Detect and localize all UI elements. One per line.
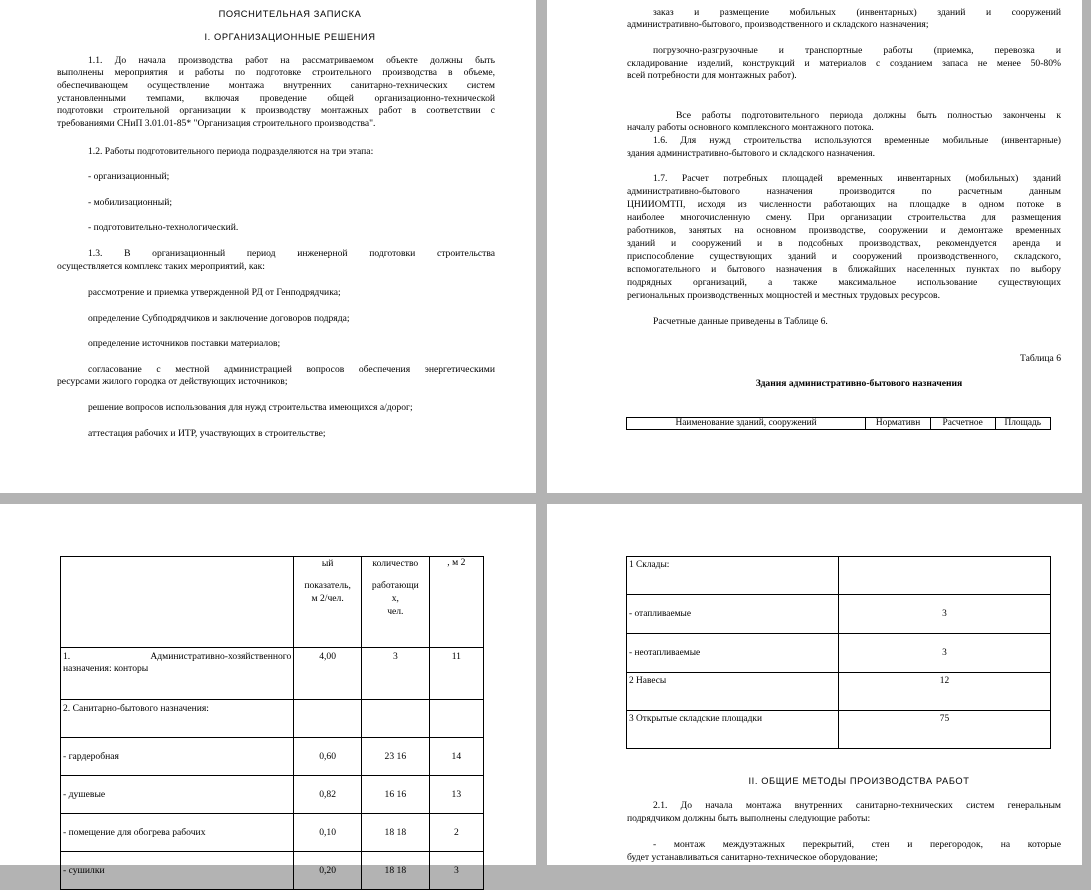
- paragraph-completion-line: началу работы основного комплексного монтажного потока.: [627, 122, 874, 133]
- paragraph-1-7-line: вспомогательного и бытового назначения в ближайших населенных пунктах по выбору: [627, 264, 1061, 275]
- measure-item: решение вопросов использования для нужд строительства имеющихся а/дорог;: [88, 402, 413, 413]
- document-page-4: [547, 504, 1082, 865]
- table-row: 3 Открытые складские площадки 75: [627, 711, 1051, 749]
- header-norm: ый показатель, м 2/чел.: [294, 557, 362, 648]
- paragraph-1-1-line: 1.1. До начала производства работ на рассматриваемом объекте должны быть: [88, 55, 495, 66]
- paragraph-1-1-line: выполнены мероприятия и работы по подготовке строительного производства в объеме,: [57, 67, 495, 78]
- measure-item: определение источников поставки материалов;: [88, 338, 281, 349]
- table-header: [626, 417, 1051, 430]
- table-title: Здания административно-бытового назначения: [755, 378, 963, 389]
- measure-item: аттестация рабочих и ИТР, участвующих в строительстве;: [88, 428, 326, 439]
- header-area: , м 2: [429, 557, 483, 648]
- calc-note: Расчетные данные приведены в Таблице 6.: [653, 316, 828, 327]
- table-row: 1. Административно-хозяйственного назначения: конторы 4,00 3 11: [61, 648, 484, 700]
- header-norm: Нормативн: [866, 418, 931, 430]
- measure-item: согласование с местной администрацией вопросов обеспечения энергетическими: [88, 364, 495, 375]
- task-item-line: складирование изделий, конструкций и материалов с созданием запаса не менее 50-80%: [627, 58, 1061, 69]
- stage-item: - мобилизационный;: [88, 197, 173, 208]
- paragraph-1-7-line: административно-бытового назначения производится по расчетным данным: [627, 186, 1061, 197]
- paragraph-completion-line: Все работы подготовительного периода должны быть полностью закончены к: [676, 110, 1061, 121]
- stage-item: - организационный;: [88, 171, 170, 182]
- work-item-line: будет устанавливаться санитарно-техническое оборудование;: [627, 852, 878, 863]
- paragraph-1-1-line: обеспечивающем осуществление монтажа внутренних санитарно-технических систем: [57, 80, 495, 91]
- header-area: Площадь: [995, 418, 1050, 430]
- paragraph-1-1-line: подготовки строительной организации к производству монтажных работ в соответствии с: [57, 105, 495, 116]
- paragraph-1-7-line: наиболее многочисленную смену. При организации строительства для размещения: [627, 212, 1061, 223]
- table-row: - сушилки 0,20 18 18 3: [61, 852, 484, 890]
- table-row: 2. Санитарно-бытового назначения:: [61, 700, 484, 738]
- stage-item: - подготовительно-технологический.: [88, 222, 239, 233]
- section-2-title: II. ОБЩИЕ МЕТОДЫ ПРОИЗВОДСТВА РАБОТ: [748, 776, 970, 786]
- storage-table: [626, 556, 1051, 749]
- document-page-3: [0, 504, 536, 876]
- document-page-1: [0, 0, 536, 493]
- section-title: I. ОРГАНИЗАЦИОННЫЕ РЕШЕНИЯ: [204, 32, 376, 42]
- table-row: - помещение для обогрева рабочих 0,10 18 18 2: [61, 814, 484, 852]
- paragraph-1-7-line: подрядных организаций, а также максимальное использование существующих: [627, 277, 1061, 288]
- measure-item: ресурсами жилого городка от действующих источников;: [57, 376, 288, 387]
- paragraph-1-7-line: приспособление существующих зданий и сооружений производственного, складского,: [627, 251, 1061, 262]
- paragraph-2-1-line: подрядчиком должны быть выполнены следующие работы:: [627, 813, 871, 824]
- table-continuation: [60, 556, 484, 890]
- paragraph-1-6-line: 1.6. Для нужд строительства используются временные мобильные (инвентарные): [653, 135, 1061, 146]
- header-calc: Расчетное: [930, 418, 995, 430]
- paragraph-1-7-line: 1.7. Расчет потребных площадей временных инвентарных (мобильных) зданий: [653, 173, 1061, 184]
- table-row: 1 Склады:: [627, 557, 1051, 595]
- paragraph-1-7-line: ЦНИИОМТП, исходя из численности работающих на площадке в одном потоке в: [627, 199, 1061, 210]
- header-count: количество работающи х, чел.: [361, 557, 429, 648]
- paragraph-1-2: 1.2. Работы подготовительного периода подразделяются на три этапа:: [88, 146, 374, 157]
- measure-item: определение Субподрядчиков и заключение договоров подряда;: [88, 313, 350, 324]
- table-header-row: [61, 557, 484, 648]
- paragraph-1-7-line: зданий и сооружений и в подсобных производствах, рекомендуется аренда и: [627, 238, 1061, 249]
- task-item-line: административно-бытового, производственного и складского назначения;: [627, 19, 929, 30]
- task-item-line: погрузочно-разгрузочные и транспортные работы (приемка, перевозка и: [653, 45, 1061, 56]
- table-row: - неотапливаемые 3: [627, 634, 1051, 673]
- measure-item: рассмотрение и приемка утвержденной РД от Генподрядчика;: [88, 287, 341, 298]
- task-item-line: заказ и размещение мобильных (инвентарных) зданий и сооружений: [653, 7, 1061, 18]
- paragraph-1-3-line: осуществляется комплекс таких мероприятий, как:: [57, 261, 265, 272]
- table-row: - душевые 0,82 16 16 13: [61, 776, 484, 814]
- table-header-row: [627, 418, 1051, 430]
- document-heading: ПОЯСНИТЕЛЬНАЯ ЗАПИСКА: [218, 9, 362, 19]
- table-row: 2 Навесы 12: [627, 673, 1051, 711]
- paragraph-1-3-line: 1.3. В организационный период инженерной подготовки строительства: [88, 248, 495, 259]
- paragraph-1-6-line: здания административно-бытового и складского назначения.: [627, 148, 875, 159]
- task-item-line: всей потребности для монтажных работ).: [627, 70, 797, 81]
- table-label: Таблица 6: [1019, 353, 1061, 364]
- work-item-line: - монтаж междуэтажных перекрытий, стен и перегородок, на которые: [653, 839, 1061, 850]
- paragraph-1-7-line: региональных производственных мощностей и местных трудовых ресурсов.: [627, 290, 940, 301]
- header-name: Наименование зданий, сооружений: [627, 418, 866, 430]
- table-row: - отапливаемые 3: [627, 595, 1051, 634]
- table-row: - гардеробная 0,60 23 16 14: [61, 738, 484, 776]
- paragraph-2-1-line: 2.1. До начала монтажа внутренних санитарно-технических систем генеральным: [653, 800, 1061, 811]
- paragraph-1-1-line: требованиями СНиП 3.01.01-85* "Организация строительного производства".: [57, 118, 376, 129]
- document-page-2: [547, 0, 1082, 493]
- paragraph-1-1-line: установленными темпами, включая проведение общей организационно-технической: [57, 93, 495, 104]
- paragraph-1-7-line: работников, занятых на основном производстве, сооружении и демонтаже временных: [627, 225, 1061, 236]
